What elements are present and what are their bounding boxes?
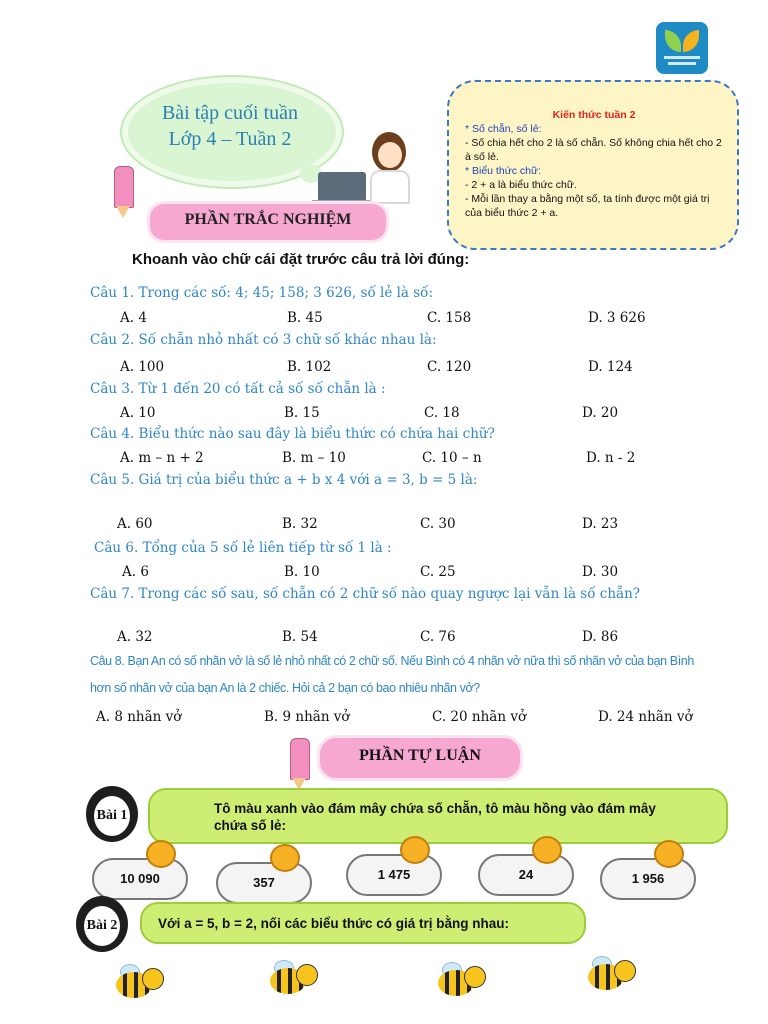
bai1-text — [214, 800, 656, 834]
q4-option-b[interactable]: B. m – 10 — [282, 450, 346, 466]
q8-option-b[interactable]: B. 9 nhãn vở — [264, 709, 350, 725]
book-leaf-logo-icon — [656, 22, 708, 74]
q3-option-d[interactable]: D. 20 — [582, 405, 619, 421]
q1-option-c[interactable]: C. 158 — [427, 310, 472, 326]
bai1-label: Bài 1 — [96, 808, 128, 823]
cloud-number: 10 090 — [120, 871, 160, 886]
pencil-mascot-icon — [112, 166, 134, 218]
sun-icon — [400, 836, 430, 864]
cloud-number: 1 475 — [377, 867, 411, 882]
page-title — [120, 100, 340, 152]
section-title-essay: PHẦN TỰ LUẬN — [359, 747, 481, 764]
bai1-text-line-1: Tô màu xanh vào đám mây chứa số chẵn, tô màu hồng vào đám mây — [214, 801, 656, 816]
bee-icon — [588, 956, 628, 990]
question-7: Câu 7. Trong các số sau, số chẵn có 2 chữ số nào quay ngược lại vẫn là số chẵn? — [90, 586, 640, 602]
q1-option-b[interactable]: B. 45 — [287, 310, 323, 326]
question-2: Câu 2. Số chẵn nhỏ nhất có 3 chữ số khác nhau là: — [90, 332, 437, 348]
sun-icon — [146, 840, 176, 868]
q7-option-c[interactable]: C. 76 — [420, 629, 456, 645]
teacher-body — [370, 170, 410, 204]
knowledge-heading-2: * Biểu thức chữ: — [465, 165, 541, 177]
q7-option-a[interactable]: A. 32 — [117, 629, 153, 645]
question-8-line-2: hơn số nhãn vở của bạn An là 2 chiếc. Hỏi cả 2 bạn có bao nhiêu nhãn vở? — [90, 681, 480, 695]
q3-option-c[interactable]: C. 18 — [424, 405, 460, 421]
teacher-face — [378, 142, 402, 168]
knowledge-heading-1: * Số chẵn, số lẻ: — [465, 123, 542, 135]
title-line-2: Lớp 4 – Tuần 2 — [168, 128, 292, 150]
sun-icon — [654, 840, 684, 868]
q1-option-d[interactable]: D. 3 626 — [588, 310, 646, 326]
q4-option-a[interactable]: A. m – n + 2 — [120, 450, 204, 466]
bee-icon — [270, 960, 310, 994]
question-5: Câu 5. Giá trị của biểu thức a + b x 4 với a = 3, b = 5 là: — [90, 472, 478, 488]
q6-option-c[interactable]: C. 25 — [420, 564, 456, 580]
q5-option-d[interactable]: D. 23 — [582, 516, 619, 532]
q3-option-b[interactable]: B. 15 — [284, 405, 320, 421]
q8-option-d[interactable]: D. 24 nhãn vở — [598, 709, 693, 725]
bee-icon — [116, 964, 156, 998]
q3-option-a[interactable]: A. 10 — [120, 405, 156, 421]
question-3: Câu 3. Từ 1 đến 20 có tất cả số số chẵn là : — [90, 381, 386, 397]
q6-option-a[interactable]: A. 6 — [122, 564, 149, 580]
sun-icon — [270, 844, 300, 872]
knowledge-box — [447, 80, 739, 250]
number-cloud[interactable] — [596, 846, 700, 902]
title-line-1: Bài tập cuối tuần — [161, 102, 299, 124]
q2-option-b[interactable]: B. 102 — [287, 359, 332, 375]
knowledge-text-3: - Mỗi lần thay a bằng một số, ta tính được một giá trị của biểu thức 2 + a. — [465, 193, 710, 219]
q2-option-d[interactable]: D. 124 — [588, 359, 633, 375]
number-cloud[interactable] — [88, 846, 192, 902]
bee-icon — [438, 962, 478, 996]
bai2-penguin-badge — [76, 896, 128, 952]
knowledge-title: Kiến thức tuần 2 — [552, 109, 636, 121]
cloud-number: 1 956 — [631, 871, 665, 886]
instruction: Khoanh vào chữ cái đặt trước câu trả lời đúng: — [132, 251, 470, 268]
q6-option-b[interactable]: B. 10 — [284, 564, 320, 580]
question-8-line-1: Câu 8. Bạn An có số nhãn vở là số lẻ nhỏ nhất có 2 chữ số. Nếu Bình có 4 nhãn vở nữa thì số nhãn vở của bạn Bình — [90, 654, 694, 668]
question-6: Câu 6. Tổng của 5 số lẻ liên tiếp từ số 1 là : — [94, 540, 392, 556]
number-cloud[interactable] — [212, 850, 316, 906]
question-4: Câu 4. Biểu thức nào sau đây là biểu thức có chứa hai chữ? — [90, 426, 495, 442]
laptop-illustration — [318, 172, 366, 202]
q5-option-b[interactable]: B. 32 — [282, 516, 318, 532]
sun-icon — [532, 836, 562, 864]
bai2-label: Bài 2 — [86, 918, 118, 933]
q2-option-a[interactable]: A. 100 — [120, 359, 165, 375]
pencil-mascot-icon — [288, 738, 310, 790]
section-title-multiple-choice: PHẦN TRẮC NGHIỆM — [184, 211, 352, 228]
q8-option-c[interactable]: C. 20 nhãn vở — [432, 709, 527, 725]
knowledge-text-1: - Số chia hết cho 2 là số chẵn. Số không chia hết cho 2 à số lẻ. — [465, 137, 722, 163]
q7-option-b[interactable]: B. 54 — [282, 629, 318, 645]
question-1: Câu 1. Trong các số: 4; 45; 158; 3 626, số lẻ là số: — [90, 285, 433, 301]
q4-option-d[interactable]: D. n - 2 — [586, 450, 636, 466]
number-cloud[interactable] — [474, 842, 578, 898]
q2-option-c[interactable]: C. 120 — [427, 359, 472, 375]
q8-option-a[interactable]: A. 8 nhãn vở — [96, 709, 182, 725]
q4-option-c[interactable]: C. 10 – n — [422, 450, 482, 466]
q1-option-a[interactable]: A. 4 — [120, 310, 147, 326]
cloud-number: 24 — [518, 867, 534, 882]
cloud-number: 357 — [253, 875, 275, 890]
bai2-text: Với a = 5, b = 2, nối các biểu thức có giá trị bằng nhau: — [158, 916, 509, 931]
q5-option-c[interactable]: C. 30 — [420, 516, 456, 532]
q6-option-d[interactable]: D. 30 — [582, 564, 619, 580]
bai1-text-line-2: chứa số lẻ: — [214, 818, 287, 833]
knowledge-text-2: - 2 + a là biểu thức chữ. — [465, 179, 577, 191]
q5-option-a[interactable]: A. 60 — [117, 516, 153, 532]
number-cloud[interactable] — [342, 842, 446, 898]
bai1-penguin-badge — [86, 786, 138, 842]
q7-option-d[interactable]: D. 86 — [582, 629, 619, 645]
